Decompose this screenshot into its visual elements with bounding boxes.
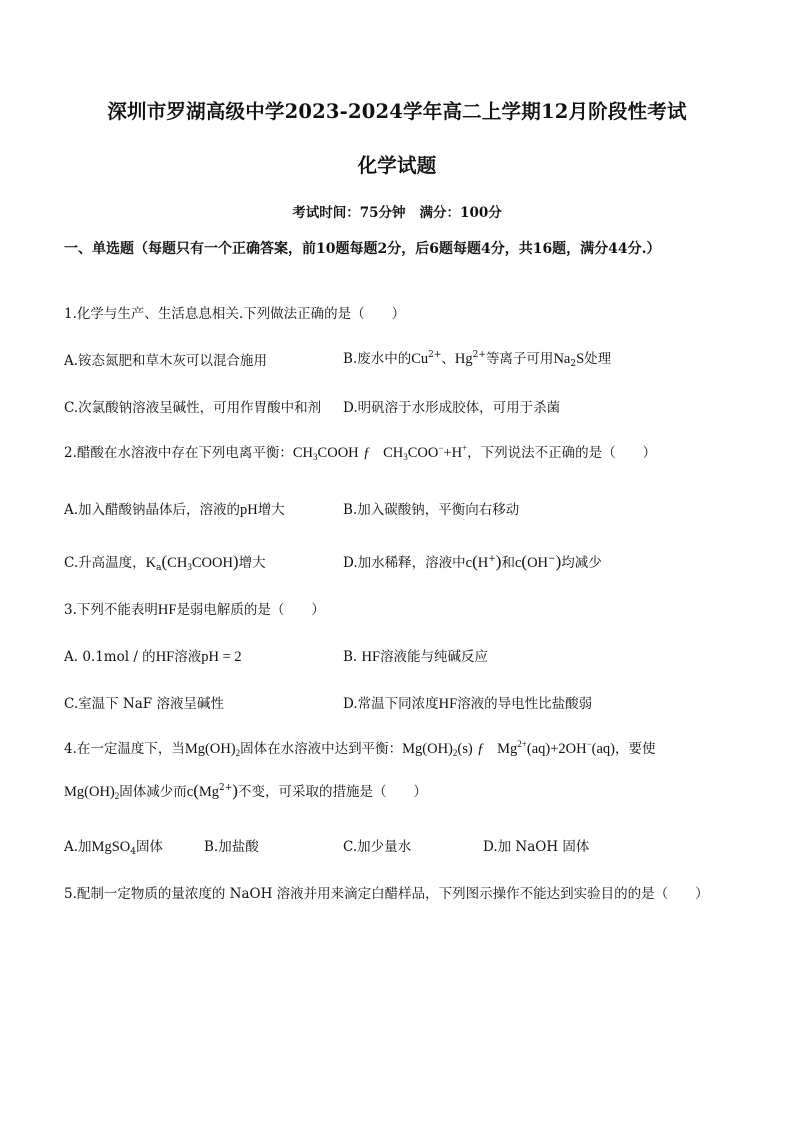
equilibrium-arrow: ƒ (477, 741, 485, 757)
question-2-option-d: D.加水稀释，溶液中c(H+)和c(OH−)均减少 (343, 552, 602, 571)
question-5-stem: 5.配制一定物质的量浓度的 NaOH 溶液并用来滴定白醋样品，下列图示操作不能达到实验目的的是（ ） (64, 886, 709, 902)
question-3-option-c: C.室温下 NaF 溶液呈碱性 (64, 696, 224, 712)
question-1-stem: 1.化学与生产、生活息息相关.下列做法正确的是（ ） (64, 306, 406, 322)
question-3-option-b: B. HF溶液能与纯碱反应 (343, 649, 489, 665)
exam-meta (0, 201, 794, 221)
question-1-option-b: B.废水中的$Cu^{2+}$、$Hg^{2+}$等离子可用$Na_2S$处理 (343, 350, 612, 369)
question-4-option-a: A.加MgSO$_4$固体 (64, 839, 163, 857)
question-1-option-d: D.明矾溶于水形成胶体，可用于杀菌 (343, 400, 561, 416)
question-3-option-a: A. 0.1mol / 的HF溶液pH = 2 (64, 649, 242, 665)
question-3-option-d: D.常温下同浓度HF溶液的导电性比盐酸弱 (343, 696, 593, 712)
question-4-option-d: D.加 NaOH 固体 (483, 839, 590, 855)
question-2-option-b: B.加入碳酸钠，平衡向右移动 (343, 502, 520, 518)
exam-title: 深圳市罗湖高级中学2023-2024学年高二上学期12月阶段性考试 (107, 100, 687, 123)
exam-time: 考试时间：75分钟 (292, 205, 406, 221)
section-heading: 一、单选题（每题只有一个正确答案，前10题每题2分，后6题每题4分，共16题，满分44分.） (64, 241, 661, 257)
question-3-stem: 3.下列不能表明HF是弱电解质的是（ ） (64, 602, 325, 618)
question-4-stem-line-2: $Mg(OH)_2$固体减少而$c(Mg^{2+})$不变，可采取的措施是（ ） (64, 781, 427, 801)
full-score: 满分：100分 (419, 205, 502, 221)
question-1-option-c: C.次氯酸钠溶液呈碱性，可用作胃酸中和剂 (64, 400, 322, 416)
question-4-stem-line-1: 4.在一定温度下，当$Mg(OH)_2$固体在水溶液中达到平衡：$Mg(OH)_2(s)$ ƒ $Mg^{2+}(aq)+2OH^-(aq)$，要使 (64, 739, 656, 758)
question-1-option-a: A.铵态氮肥和草木灰可以混合施用 (64, 353, 268, 369)
question-4-option-c: C.加少量水 (343, 839, 412, 855)
question-2-option-a: A.加入醋酸钠晶体后，溶液的pH增大 (64, 502, 285, 518)
question-2-option-c: C.升高温度，$K_a(CH_3COOH)$增大 (64, 552, 266, 573)
exam-subject-title: 化学试题 (357, 154, 437, 177)
question-4-option-b: B.加盐酸 (204, 839, 259, 855)
question-2-stem: 2.醋酸在水溶液中存在下列电离平衡：$CH_3COOH$ ƒ $CH_3COO^-+H^+$，下列说法不正确的是（ ） (64, 443, 657, 462)
equilibrium-arrow: ƒ (362, 445, 371, 461)
